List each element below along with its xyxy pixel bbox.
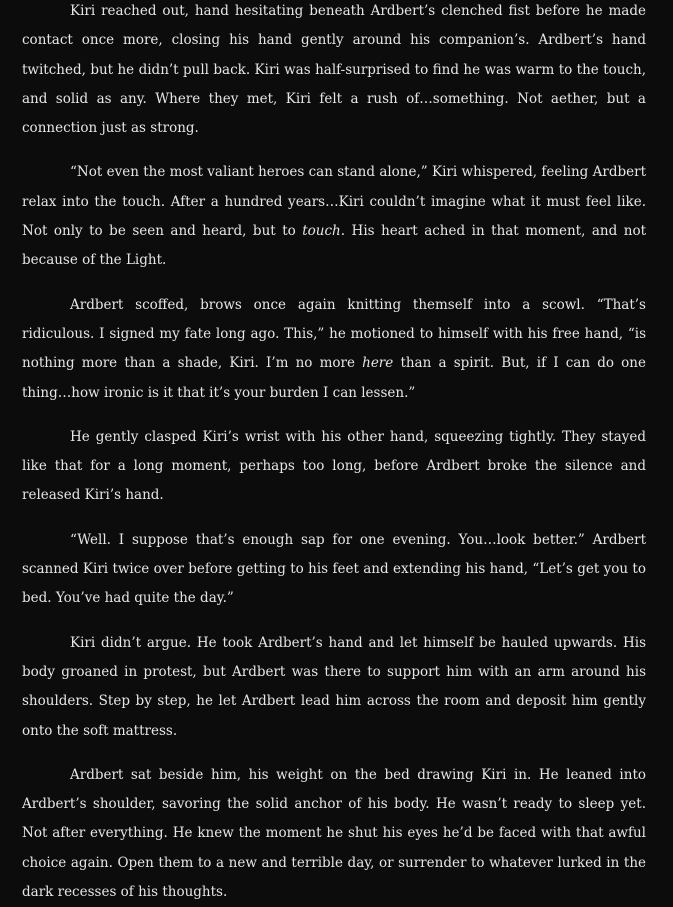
paragraph-4: He gently clasped Kiri’s wrist with his other hand, squeezing tightly. They stayed like that for a long moment, perhaps too long, before Ardbert broke the silence and released Kiri’s hand. bbox=[22, 428, 646, 504]
paragraph-5: “Well. I suppose that’s enough sap for one evening. You…look better.” Ardbert scanned Kiri twice over before getting to his feet and extending his hand, “Let’s get you to bed. You’ve had quite the day.” bbox=[22, 531, 646, 607]
paragraph-1: Kiri reached out, hand hesitating beneath Ardbert’s clenched fist before he made contact once more, closing his hand gently around his companion’s. Ardbert’s hand twitched, but he didn’t pull back. Kiri was half-surprised to find he was warm to the touch, and solid as any. Where they met, Kiri felt a rush of…something. Not aether, but a connection just as strong. bbox=[22, 3, 646, 137]
paragraph-2-text-a: “Not even the most valiant heroes can stand alone,” Kiri whispered, feeling Ardbert relax into the touch. After a hundred years…Kiri couldn’t imagine what it must feel like. Not only to be seen and heard, but to bbox=[22, 164, 646, 240]
story-text bbox=[22, 0, 646, 907]
paragraph-3 bbox=[22, 291, 646, 408]
paragraph-2-emphasis: touch bbox=[302, 223, 341, 240]
paragraph-3-text-a: Ardbert scoffed, brows once again knitting themself into a scowl. “That’s ridiculous. I signed my fate long ago. This,” he motioned to himself with his free hand, “is nothing more than a shade, Kiri. I’m no more bbox=[22, 296, 646, 372]
paragraph-3-text-b: than a spirit. But, if I can do one thing…how ironic is it that it’s your burden I can lessen.” bbox=[22, 355, 646, 401]
paragraph-2 bbox=[22, 158, 646, 275]
paragraph-2-text-b: . His heart ached in that moment, and not because of the Light. bbox=[22, 223, 646, 269]
paragraph-7: Ardbert sat beside him, his weight on the bed drawing Kiri in. He leaned into Ardbert’s shoulder, savoring the solid anchor of his body. He wasn’t ready to sleep yet. Not after everything. He knew the moment he shut his eyes he’d be faced with that awful choice again. Open them to a new and terrible day, or surrender to whatever lurked in the dark recesses of his thoughts. bbox=[22, 766, 646, 901]
paragraph-3-emphasis: here bbox=[362, 355, 394, 372]
paragraph-6: Kiri didn’t argue. He took Ardbert’s hand and let himself be hauled upwards. His body groaned in protest, but Ardbert was there to support him with an arm around his shoulders. Step by step, he let Ardbert lead him across the room and deposit him gently onto the soft mattress. bbox=[22, 634, 646, 739]
